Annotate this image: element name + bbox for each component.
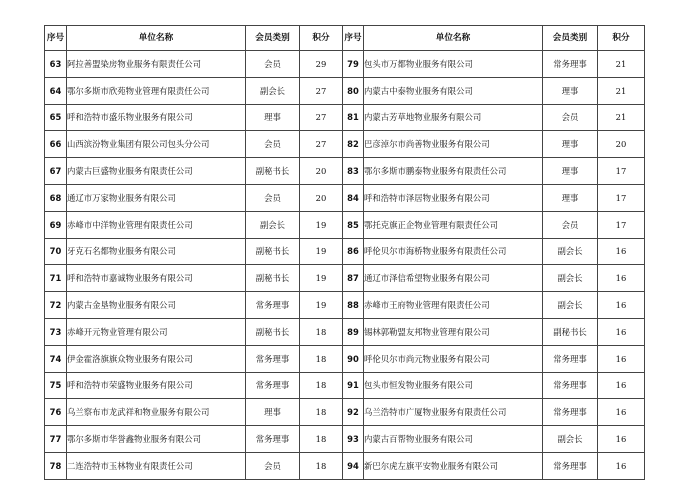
cell-score: 21 bbox=[598, 51, 645, 78]
cell-name: 内蒙古芳草地物业服务有限公司 bbox=[364, 104, 543, 131]
cell-name: 阿拉善盟染房物业服务有限责任公司 bbox=[67, 51, 246, 78]
cell-type: 副会长 bbox=[543, 426, 598, 453]
cell-type: 会员 bbox=[246, 452, 300, 479]
cell-no: 81 bbox=[343, 104, 364, 131]
cell-no: 69 bbox=[45, 211, 67, 238]
cell-type: 副秘书长 bbox=[246, 265, 300, 292]
cell-score: 27 bbox=[300, 77, 343, 104]
cell-name: 牙克石名都物业服务有限公司 bbox=[67, 238, 246, 265]
cell-type: 会员 bbox=[246, 184, 300, 211]
cell-score: 19 bbox=[300, 265, 343, 292]
cell-no: 85 bbox=[343, 211, 364, 238]
cell-no: 78 bbox=[45, 452, 67, 479]
cell-no: 74 bbox=[45, 345, 67, 372]
table-row bbox=[45, 399, 645, 426]
cell-type: 副会长 bbox=[543, 292, 598, 319]
cell-score: 29 bbox=[300, 51, 343, 78]
cell-no: 80 bbox=[343, 77, 364, 104]
cell-no: 70 bbox=[45, 238, 67, 265]
cell-score: 19 bbox=[300, 238, 343, 265]
cell-type: 常务理事 bbox=[246, 426, 300, 453]
cell-name: 新巴尔虎左旗平安物业服务有限公司 bbox=[364, 452, 543, 479]
cell-no: 64 bbox=[45, 77, 67, 104]
cell-name: 呼和浩特市盛乐物业服务有限公司 bbox=[67, 104, 246, 131]
cell-name: 鄂托克旗正企物业管理有限责任公司 bbox=[364, 211, 543, 238]
cell-name: 内蒙古巨盛物业服务有限责任公司 bbox=[67, 158, 246, 185]
cell-score: 18 bbox=[300, 399, 343, 426]
cell-score: 16 bbox=[598, 238, 645, 265]
cell-type: 会员 bbox=[543, 104, 598, 131]
cell-type: 理事 bbox=[543, 131, 598, 158]
cell-score: 17 bbox=[598, 184, 645, 211]
cell-type: 会员 bbox=[246, 131, 300, 158]
cell-name: 包头市万都物业服务有限公司 bbox=[364, 51, 543, 78]
cell-type: 副秘书长 bbox=[246, 158, 300, 185]
cell-name: 内蒙古中泰物业服务有限公司 bbox=[364, 77, 543, 104]
cell-no: 67 bbox=[45, 158, 67, 185]
cell-no: 94 bbox=[343, 452, 364, 479]
cell-type: 副会长 bbox=[246, 77, 300, 104]
cell-score: 27 bbox=[300, 131, 343, 158]
cell-no: 63 bbox=[45, 51, 67, 78]
cell-name: 伊金霍洛旗旗众物业服务有限公司 bbox=[67, 345, 246, 372]
cell-name: 通辽市万家物业服务有限公司 bbox=[67, 184, 246, 211]
cell-name: 包头市恒发物业服务有限公司 bbox=[364, 372, 543, 399]
cell-no: 88 bbox=[343, 292, 364, 319]
cell-score: 19 bbox=[300, 292, 343, 319]
cell-type: 常务理事 bbox=[246, 345, 300, 372]
ranking-table bbox=[44, 25, 645, 480]
table-row bbox=[45, 51, 645, 78]
cell-no: 87 bbox=[343, 265, 364, 292]
header-type: 会员类别 bbox=[246, 26, 300, 51]
cell-score: 19 bbox=[300, 211, 343, 238]
cell-name: 赤峰市王府物业管理有限责任公司 bbox=[364, 292, 543, 319]
table-row bbox=[45, 131, 645, 158]
cell-name: 呼伦贝尔市海桥物业服务有限责任公司 bbox=[364, 238, 543, 265]
cell-no: 66 bbox=[45, 131, 67, 158]
cell-no: 65 bbox=[45, 104, 67, 131]
table-row bbox=[45, 426, 645, 453]
table-row bbox=[45, 292, 645, 319]
table-row bbox=[45, 345, 645, 372]
cell-score: 21 bbox=[598, 77, 645, 104]
header-score: 积分 bbox=[300, 26, 343, 51]
cell-no: 79 bbox=[343, 51, 364, 78]
cell-no: 68 bbox=[45, 184, 67, 211]
table-row bbox=[45, 318, 645, 345]
cell-score: 17 bbox=[598, 211, 645, 238]
table-body bbox=[45, 51, 645, 480]
cell-type: 副会长 bbox=[543, 265, 598, 292]
cell-name: 内蒙古金垦物业服务有限公司 bbox=[67, 292, 246, 319]
table-row bbox=[45, 77, 645, 104]
cell-name: 内蒙古百帮物业服务有限公司 bbox=[364, 426, 543, 453]
cell-no: 77 bbox=[45, 426, 67, 453]
cell-name: 乌兰察布市龙武祥和物业服务有限公司 bbox=[67, 399, 246, 426]
header-name: 单位名称 bbox=[364, 26, 543, 51]
header-type: 会员类别 bbox=[543, 26, 598, 51]
cell-type: 副秘书长 bbox=[543, 318, 598, 345]
cell-name: 呼和浩特市嘉诚物业服务有限公司 bbox=[67, 265, 246, 292]
cell-type: 副会长 bbox=[543, 238, 598, 265]
cell-no: 75 bbox=[45, 372, 67, 399]
cell-score: 20 bbox=[598, 131, 645, 158]
cell-type: 常务理事 bbox=[246, 292, 300, 319]
cell-score: 18 bbox=[300, 318, 343, 345]
cell-type: 理事 bbox=[246, 104, 300, 131]
cell-score: 21 bbox=[598, 104, 645, 131]
cell-no: 82 bbox=[343, 131, 364, 158]
cell-type: 常务理事 bbox=[246, 372, 300, 399]
cell-type: 理事 bbox=[246, 399, 300, 426]
cell-type: 会员 bbox=[543, 211, 598, 238]
cell-no: 84 bbox=[343, 184, 364, 211]
table-row bbox=[45, 184, 645, 211]
cell-no: 89 bbox=[343, 318, 364, 345]
cell-name: 呼和浩特市泽居物业服务有限公司 bbox=[364, 184, 543, 211]
cell-name: 乌兰浩特市广厦物业服务有限责任公司 bbox=[364, 399, 543, 426]
cell-no: 91 bbox=[343, 372, 364, 399]
cell-no: 73 bbox=[45, 318, 67, 345]
cell-name: 巴彦淖尔市尚善物业服务有限公司 bbox=[364, 131, 543, 158]
cell-score: 27 bbox=[300, 104, 343, 131]
cell-no: 93 bbox=[343, 426, 364, 453]
table-header bbox=[45, 26, 645, 51]
cell-type: 常务理事 bbox=[543, 345, 598, 372]
cell-no: 86 bbox=[343, 238, 364, 265]
cell-no: 83 bbox=[343, 158, 364, 185]
cell-name: 呼伦贝尔市尚元物业服务有限公司 bbox=[364, 345, 543, 372]
cell-name: 鄂尔多斯市鹏泰物业服务有限责任公司 bbox=[364, 158, 543, 185]
cell-name: 赤峰市中洋物业管理有限责任公司 bbox=[67, 211, 246, 238]
cell-type: 常务理事 bbox=[543, 452, 598, 479]
table-row bbox=[45, 211, 645, 238]
cell-score: 20 bbox=[300, 158, 343, 185]
cell-score: 16 bbox=[598, 345, 645, 372]
table-row bbox=[45, 238, 645, 265]
cell-score: 17 bbox=[598, 158, 645, 185]
cell-score: 18 bbox=[300, 372, 343, 399]
cell-name: 呼和浩特市荣盛物业服务有限公司 bbox=[67, 372, 246, 399]
table-row bbox=[45, 452, 645, 479]
cell-no: 92 bbox=[343, 399, 364, 426]
header-score: 积分 bbox=[598, 26, 645, 51]
cell-type: 副会长 bbox=[246, 211, 300, 238]
cell-score: 20 bbox=[300, 184, 343, 211]
cell-score: 16 bbox=[598, 399, 645, 426]
cell-type: 常务理事 bbox=[543, 372, 598, 399]
cell-score: 18 bbox=[300, 426, 343, 453]
cell-type: 理事 bbox=[543, 184, 598, 211]
header-no: 序号 bbox=[343, 26, 364, 51]
cell-no: 71 bbox=[45, 265, 67, 292]
cell-score: 18 bbox=[300, 452, 343, 479]
cell-type: 常务理事 bbox=[543, 399, 598, 426]
cell-type: 理事 bbox=[543, 77, 598, 104]
cell-type: 会员 bbox=[246, 51, 300, 78]
cell-no: 72 bbox=[45, 292, 67, 319]
cell-score: 18 bbox=[300, 345, 343, 372]
cell-type: 理事 bbox=[543, 158, 598, 185]
cell-type: 常务理事 bbox=[543, 51, 598, 78]
cell-no: 76 bbox=[45, 399, 67, 426]
cell-score: 16 bbox=[598, 426, 645, 453]
cell-score: 16 bbox=[598, 318, 645, 345]
header-name: 单位名称 bbox=[67, 26, 246, 51]
cell-score: 16 bbox=[598, 452, 645, 479]
header-no: 序号 bbox=[45, 26, 67, 51]
table-row bbox=[45, 104, 645, 131]
cell-type: 副秘书长 bbox=[246, 318, 300, 345]
cell-name: 锡林郭勒盟友邦物业管理有限公司 bbox=[364, 318, 543, 345]
table-row bbox=[45, 158, 645, 185]
cell-name: 通辽市泽信希望物业服务有限公司 bbox=[364, 265, 543, 292]
cell-name: 二连浩特市玉林物业有限责任公司 bbox=[67, 452, 246, 479]
table-row bbox=[45, 372, 645, 399]
cell-name: 赤峰开元物业管理有限公司 bbox=[67, 318, 246, 345]
cell-score: 16 bbox=[598, 372, 645, 399]
cell-name: 鄂尔多斯市欣苑物业管理有限责任公司 bbox=[67, 77, 246, 104]
cell-score: 16 bbox=[598, 265, 645, 292]
cell-no: 90 bbox=[343, 345, 364, 372]
cell-type: 副秘书长 bbox=[246, 238, 300, 265]
table-row bbox=[45, 265, 645, 292]
cell-name: 山西滨汾物业集团有限公司包头分公司 bbox=[67, 131, 246, 158]
cell-name: 鄂尔多斯市华誉鑫物业服务有限公司 bbox=[67, 426, 246, 453]
cell-score: 16 bbox=[598, 292, 645, 319]
